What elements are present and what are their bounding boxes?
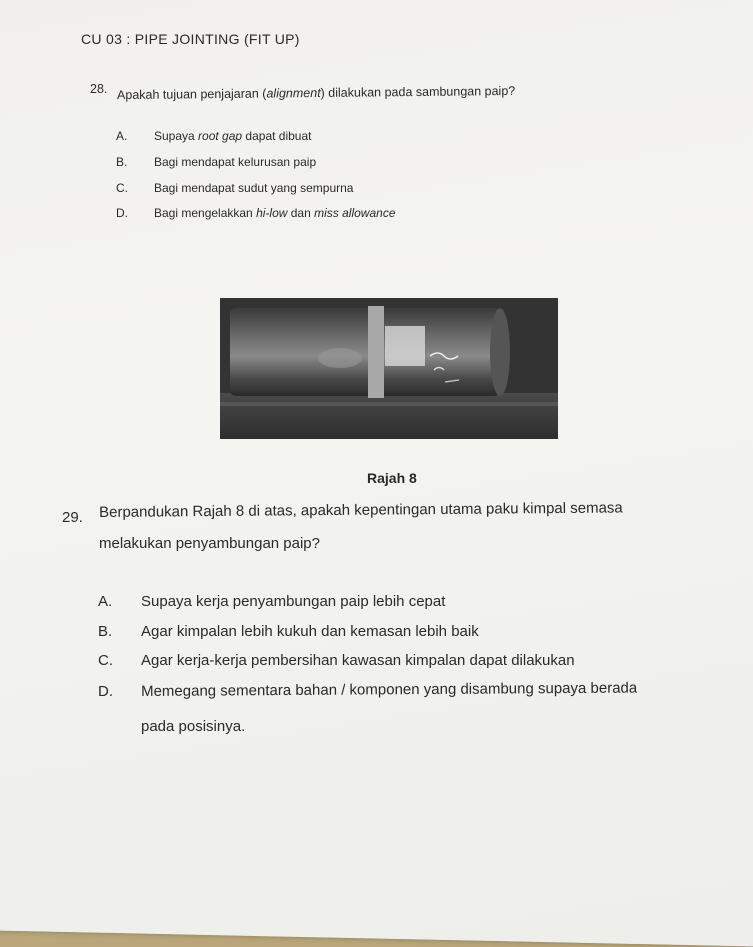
q29-option-letter: D. xyxy=(98,683,113,700)
page-title: CU 03 : PIPE JOINTING (FIT UP) xyxy=(81,31,300,47)
q29-option-d-line2: pada posisinya. xyxy=(141,718,246,735)
welded-pipe-photo xyxy=(220,298,558,439)
q29-option-letter: C. xyxy=(98,652,113,669)
q28-option-text: Bagi mengelakkan hi-low dan miss allowance xyxy=(154,206,396,220)
q28-option-letter: B. xyxy=(116,155,128,169)
q29-option-text: Agar kimpalan lebih kukuh dan kemasan lebih baik xyxy=(141,623,479,640)
q29-option-text: Agar kerja-kerja pembersihan kawasan kimpalan dapat dilakukan xyxy=(141,652,575,669)
q29-option-letter: A. xyxy=(98,593,113,610)
q28-number: 28. xyxy=(90,82,108,96)
q28-question-post: ) dilakukan pada sambungan paip? xyxy=(320,83,516,100)
q28-question xyxy=(117,84,515,102)
q29-option-text: Supaya kerja penyambungan paip lebih cepat xyxy=(141,593,446,610)
q29-question-line1: Berpandukan Rajah 8 di atas, apakah kepentingan utama paku kimpal semasa xyxy=(99,499,623,521)
q28-option-letter: A. xyxy=(116,129,128,143)
q28-option-text: Bagi mendapat kelurusan paip xyxy=(154,155,317,169)
q28-option-text: Bagi mendapat sudut yang sempurna xyxy=(154,181,354,195)
q29-option-text: Memegang sementara bahan / komponen yang disambung supaya berada xyxy=(141,679,638,700)
q29-question-line2: melakukan penyambungan paip? xyxy=(99,535,320,552)
figure-caption: Rajah 8 xyxy=(367,470,417,486)
q29-number: 29. xyxy=(62,509,83,526)
q28-option-letter: C. xyxy=(116,181,128,195)
q29-option-letter: B. xyxy=(98,623,113,640)
q28-option-text: Supaya root gap dapat dibuat xyxy=(154,129,312,143)
q28-option-letter: D. xyxy=(116,206,128,220)
pipe-illustration xyxy=(220,298,558,439)
q28-question-pre: Apakah tujuan penjajaran ( xyxy=(116,86,267,103)
q28-question-em: alignment xyxy=(266,85,321,101)
